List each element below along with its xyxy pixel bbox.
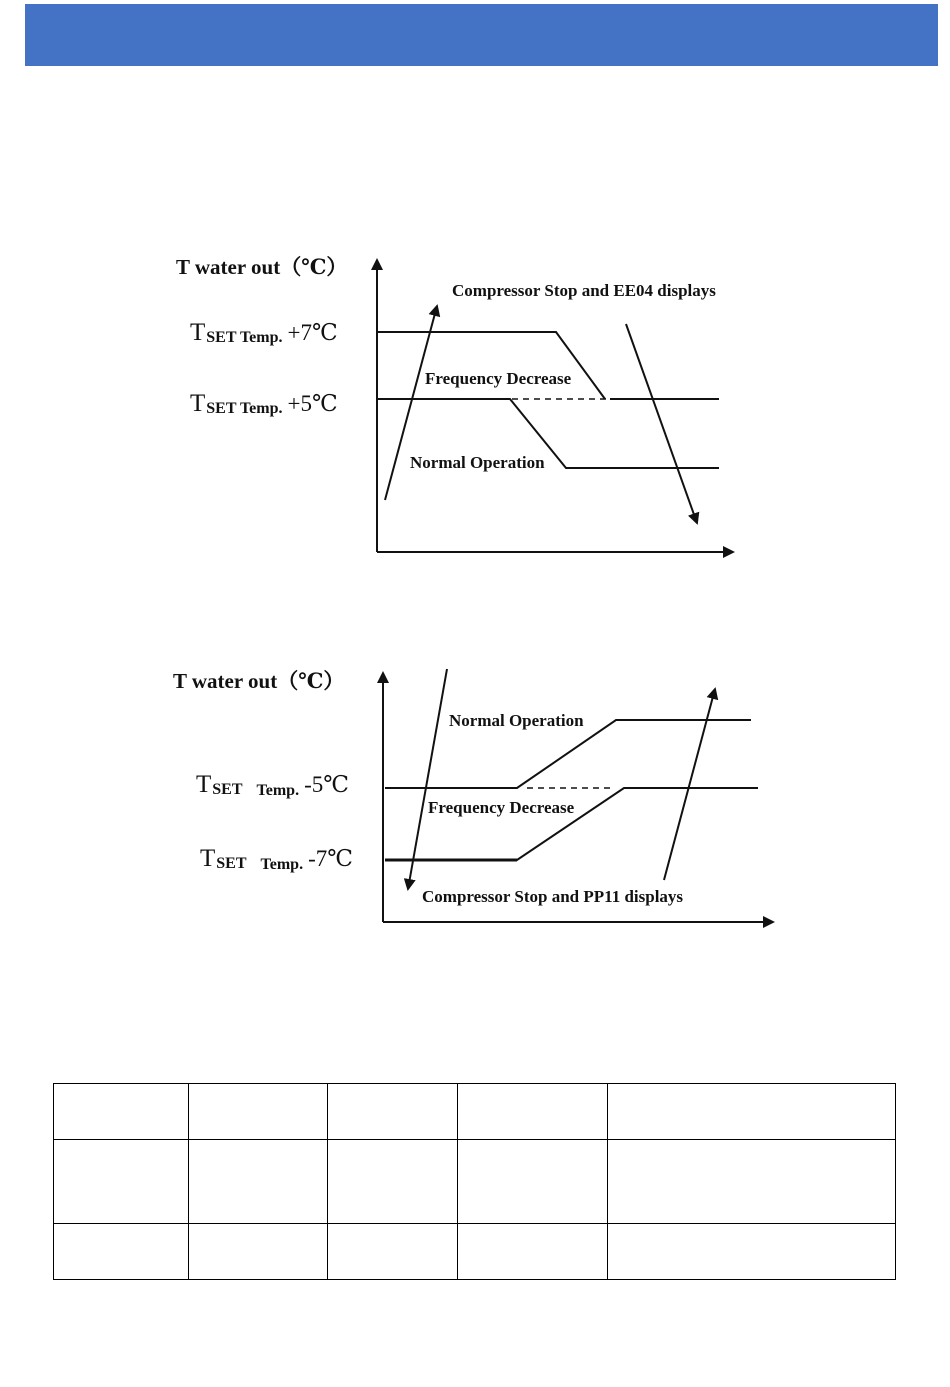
level-value: +7℃ bbox=[287, 320, 338, 345]
rising-arrow bbox=[664, 689, 715, 880]
header-bar bbox=[25, 4, 938, 66]
table-cell bbox=[54, 1084, 189, 1140]
table-cell bbox=[327, 1140, 457, 1224]
level-value: -7℃ bbox=[308, 846, 353, 871]
level-value: -5℃ bbox=[304, 772, 349, 797]
level-label-upper bbox=[190, 319, 338, 346]
normal-annotation: Normal Operation bbox=[410, 453, 545, 472]
parameter-table bbox=[53, 1083, 896, 1280]
y-axis-label: T water out（℃） bbox=[173, 669, 345, 693]
normal-annotation: Normal Operation bbox=[449, 711, 584, 730]
level-sub: Temp. bbox=[256, 782, 300, 799]
falling-arrow bbox=[408, 669, 447, 889]
level-sub: SET Temp. bbox=[206, 400, 283, 417]
level-t: T bbox=[190, 319, 206, 346]
table-row bbox=[54, 1084, 896, 1140]
table-cell bbox=[608, 1140, 896, 1224]
falling-arrow bbox=[626, 324, 697, 523]
table-cell bbox=[327, 1224, 457, 1280]
frequency-annotation: Frequency Decrease bbox=[428, 798, 575, 817]
level-label-lower bbox=[200, 845, 353, 873]
upper-threshold-line bbox=[385, 720, 751, 788]
level-t: T bbox=[200, 845, 216, 872]
level-sub: SET bbox=[216, 855, 247, 872]
table-cell bbox=[188, 1224, 327, 1280]
table-cell bbox=[608, 1084, 896, 1140]
table-cell bbox=[54, 1140, 189, 1224]
table-row bbox=[54, 1224, 896, 1280]
y-axis-label: T water out（℃） bbox=[176, 255, 348, 279]
table-row bbox=[54, 1140, 896, 1224]
level-label-lower bbox=[190, 390, 338, 417]
level-t: T bbox=[196, 771, 212, 798]
stop-annotation: Compressor Stop and PP11 displays bbox=[422, 887, 684, 906]
table-cell bbox=[608, 1224, 896, 1280]
level-sub: SET bbox=[212, 781, 243, 798]
table-cell bbox=[188, 1084, 327, 1140]
level-label-upper bbox=[196, 771, 349, 799]
cooling-protection-diagram bbox=[0, 655, 950, 945]
table-cell bbox=[457, 1224, 608, 1280]
table-cell bbox=[327, 1084, 457, 1140]
heating-protection-diagram bbox=[0, 230, 950, 590]
level-value: +5℃ bbox=[287, 391, 338, 416]
level-t: T bbox=[190, 390, 206, 417]
table-cell bbox=[457, 1140, 608, 1224]
upper-threshold-line bbox=[377, 332, 605, 399]
level-sub: SET Temp. bbox=[206, 329, 283, 346]
table-cell bbox=[457, 1084, 608, 1140]
table-cell bbox=[188, 1140, 327, 1224]
stop-annotation: Compressor Stop and EE04 displays bbox=[452, 281, 716, 300]
frequency-annotation: Frequency Decrease bbox=[425, 369, 572, 388]
table-cell bbox=[54, 1224, 189, 1280]
level-sub: Temp. bbox=[260, 856, 304, 873]
